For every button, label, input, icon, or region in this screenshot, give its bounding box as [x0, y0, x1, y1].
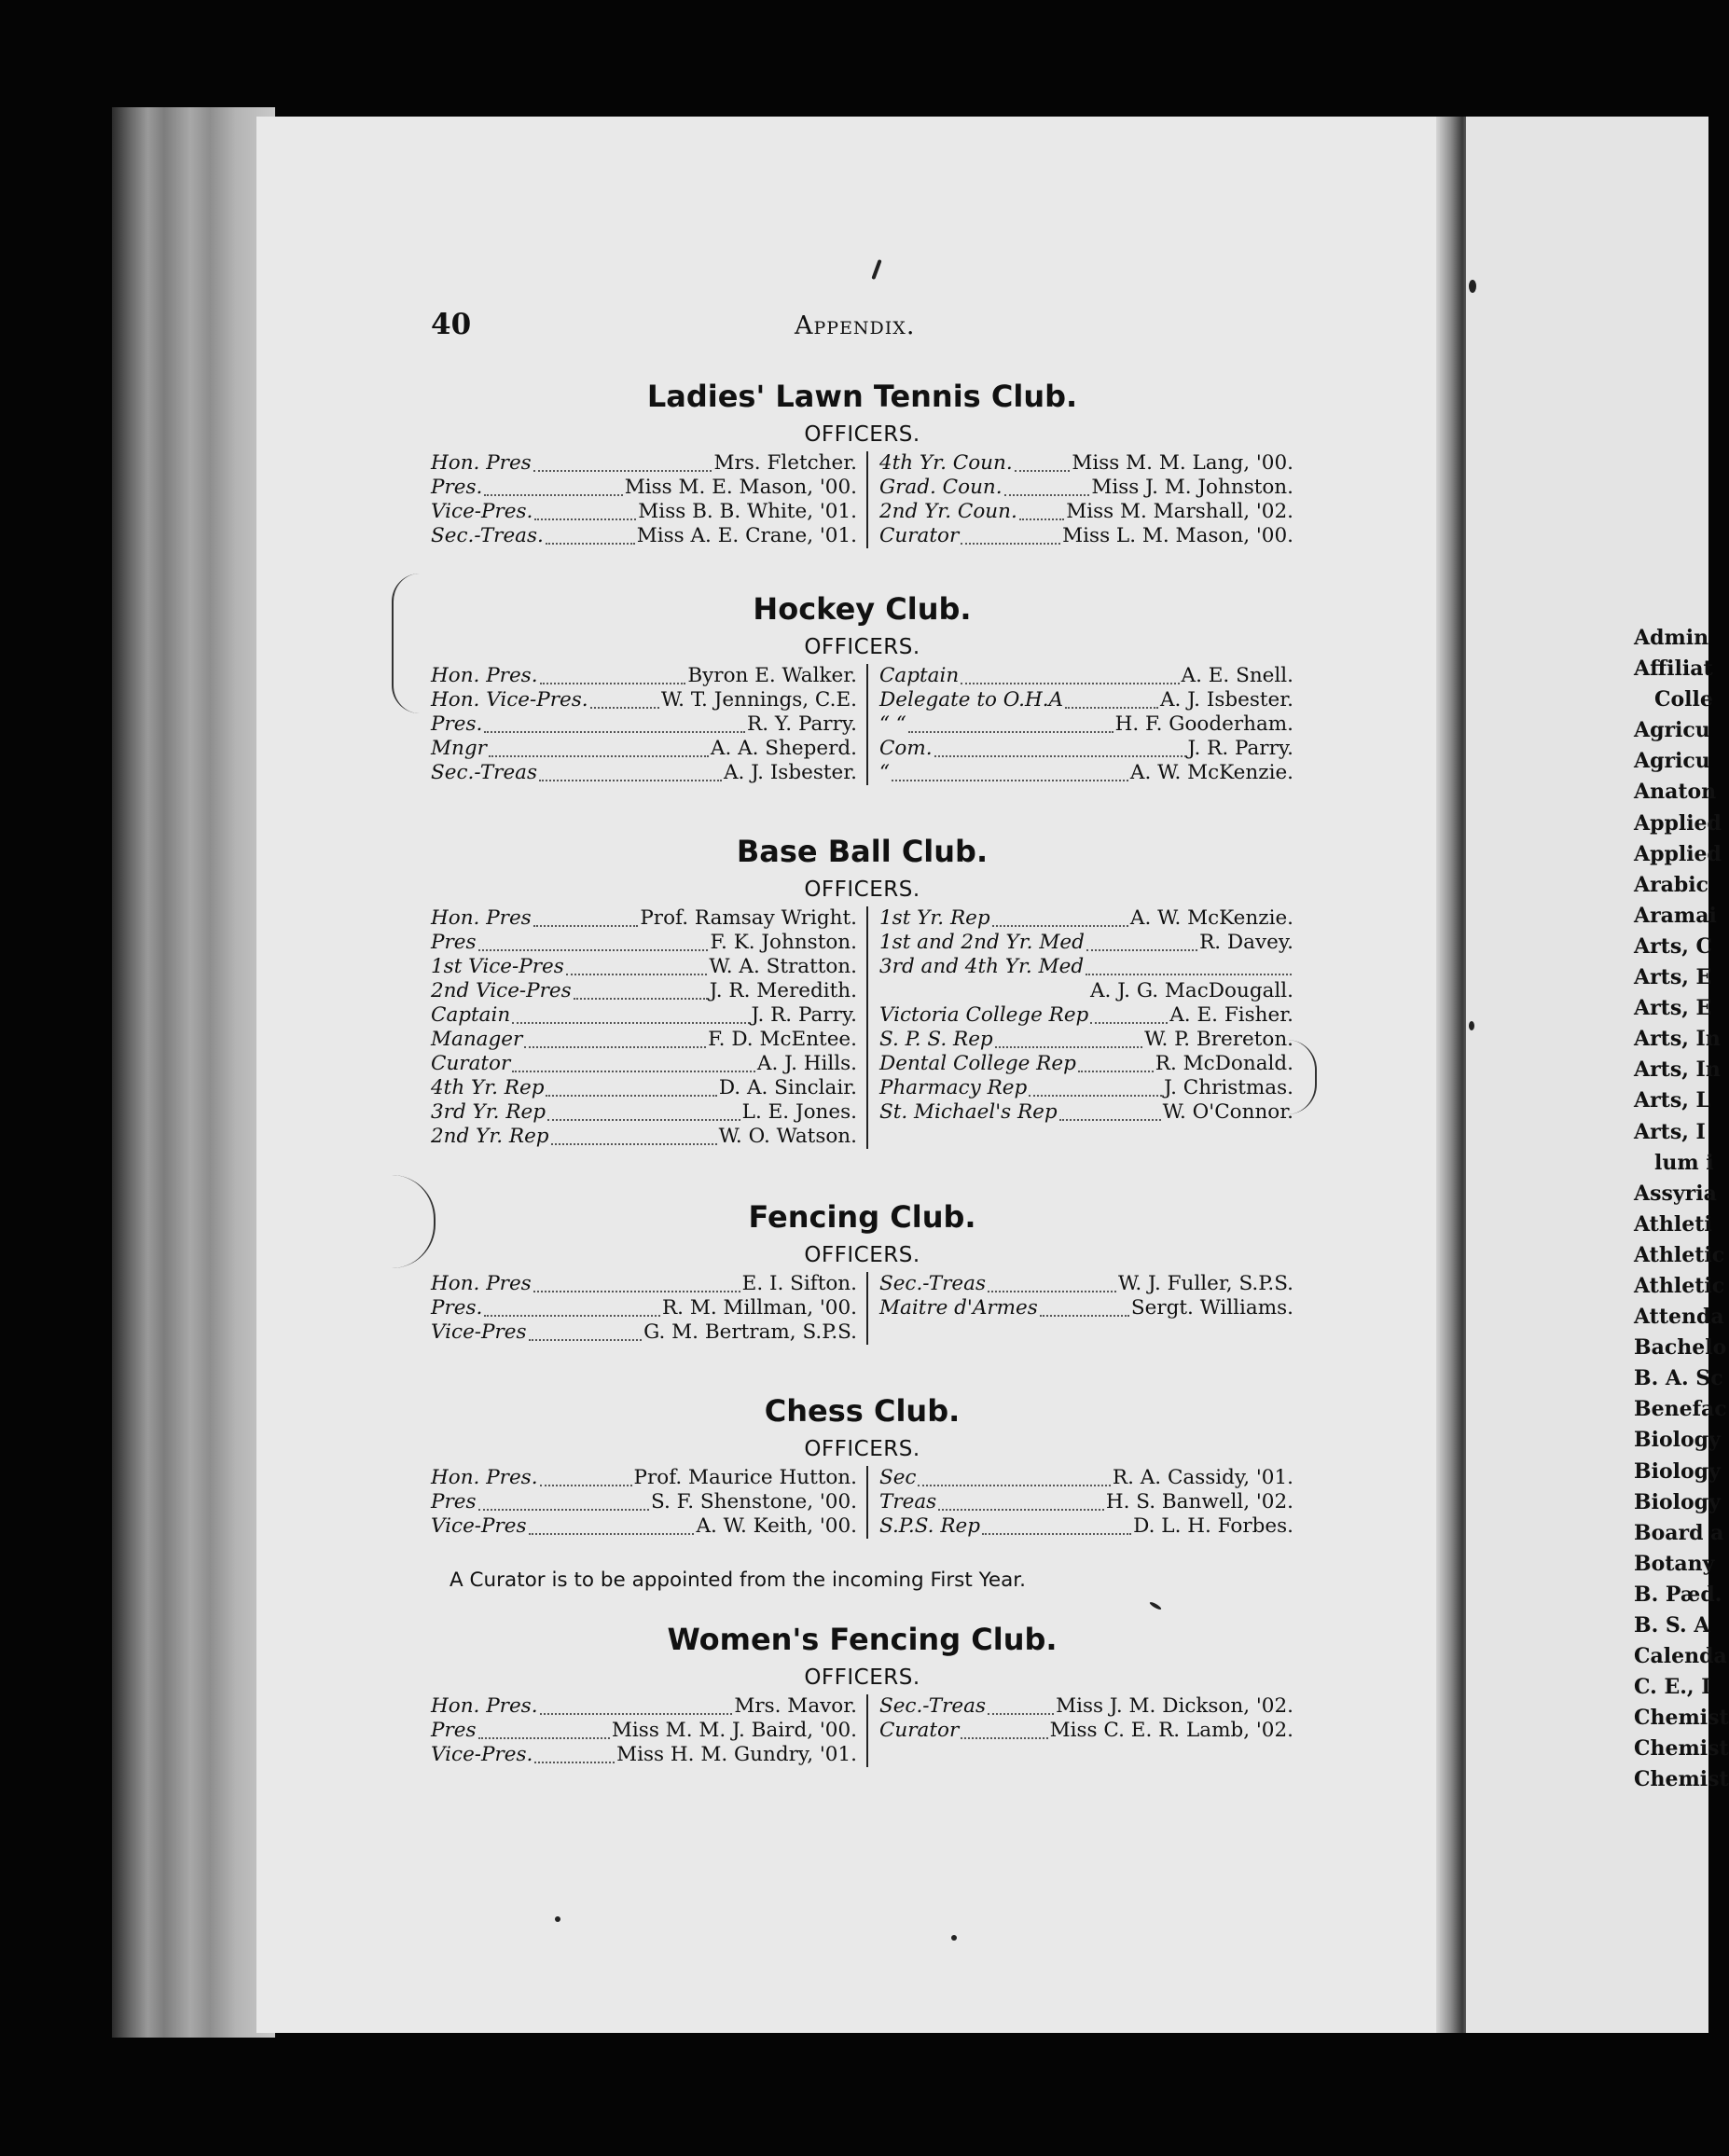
index-entry: Admin — [1634, 626, 1709, 650]
officer-role: Hon. Vice-Pres. — [431, 688, 588, 712]
officer-name: F. K. Johnston. — [710, 931, 857, 954]
officers-right-column — [868, 1272, 1293, 1345]
club-title: Women's Fencing Club. — [667, 1622, 1058, 1657]
officer-entry — [431, 1100, 857, 1125]
club-section — [431, 587, 1293, 785]
dot-leader — [1004, 479, 1090, 496]
officer-entry — [431, 1466, 857, 1490]
officer-name: A. W. Keith, '00. — [696, 1514, 857, 1538]
officer-entry — [879, 737, 1293, 761]
officer-entry — [431, 476, 857, 500]
officer-name: A. W. McKenzie. — [1129, 906, 1293, 930]
officer-entry — [431, 737, 857, 761]
dot-leader — [1086, 959, 1292, 975]
officer-entry — [879, 1028, 1293, 1052]
club-section — [431, 830, 1293, 1149]
officer-name: Miss L. M. Mason, '00. — [1062, 524, 1293, 547]
dot-leader — [478, 1494, 649, 1511]
officer-role: Com. — [878, 737, 933, 760]
chess-club-note: A Curator is to be appointed from the incoming First Year. — [450, 1569, 1026, 1592]
dot-leader — [1090, 1007, 1168, 1024]
officer-entry — [431, 688, 857, 712]
index-entry: Anaton — [1634, 780, 1717, 805]
officer-name: S. F. Shenstone, '00. — [651, 1490, 857, 1513]
dot-leader — [1086, 934, 1197, 951]
officer-entry — [431, 1003, 857, 1028]
index-entry: Applied — [1634, 810, 1722, 836]
ink-speck — [1469, 1021, 1474, 1030]
index-entry: Arts, I — [1634, 1119, 1706, 1144]
index-entry: Athletic — [1634, 1273, 1725, 1298]
officers-right-column — [868, 1466, 1293, 1539]
officer-entry — [879, 1003, 1293, 1028]
officers-columns — [431, 451, 1293, 548]
officer-entry — [879, 451, 1293, 476]
dot-leader — [529, 1324, 643, 1341]
club-section — [431, 1389, 1293, 1539]
officer-entry — [431, 1125, 857, 1149]
officer-name: G. M. Bertram, S.P.S. — [643, 1320, 857, 1344]
officer-role: Hon. Pres. — [431, 1466, 538, 1489]
officer-name: Mrs. Mavor. — [734, 1694, 857, 1718]
officer-entry — [431, 1719, 857, 1743]
officer-name: J. Christmas. — [1164, 1076, 1293, 1099]
officer-entry — [431, 761, 857, 785]
dot-leader — [995, 1031, 1142, 1048]
officer-name: Miss A. E. Crane, '01. — [636, 524, 857, 547]
officer-entry — [879, 712, 1293, 737]
dot-leader — [982, 1518, 1131, 1535]
officers-right-column — [868, 1694, 1293, 1767]
officer-role: Sec.-Treas — [878, 1272, 987, 1295]
officer-name: Miss M. Marshall, '02. — [1066, 500, 1293, 523]
officer-role: Mngr — [431, 737, 487, 760]
officers-heading: OFFICERS. — [804, 1437, 920, 1461]
index-entry: B. S. A — [1634, 1613, 1710, 1638]
officer-name: W. A. Stratton. — [709, 955, 857, 978]
officers-left-column — [431, 906, 868, 1149]
dot-leader — [551, 1128, 717, 1145]
officer-name: Miss H. M. Gundry, '01. — [616, 1743, 857, 1766]
dot-leader — [547, 1104, 740, 1121]
officer-name: A. E. Snell. — [1181, 664, 1293, 687]
officer-name: Miss M. M. Lang, '00. — [1072, 451, 1293, 475]
officer-entry — [431, 1743, 857, 1767]
officer-entry — [879, 1694, 1293, 1719]
officer-name: W. O. Watson. — [718, 1125, 857, 1148]
officer-name: Miss B. B. White, '01. — [638, 500, 857, 523]
ink-speck — [951, 1935, 957, 1941]
dot-leader — [938, 1494, 1104, 1511]
dot-leader — [533, 455, 712, 472]
running-head: Appendix. — [795, 311, 916, 340]
index-entry: Bachelo — [1634, 1335, 1727, 1361]
officer-entry — [879, 1272, 1293, 1296]
index-entry: C. E., I — [1634, 1675, 1711, 1700]
officer-role: Pres — [431, 1719, 477, 1742]
dot-leader — [484, 1300, 660, 1317]
officer-role: “ “ — [878, 712, 906, 736]
officer-entry — [431, 931, 857, 955]
officer-name: J. R. Meredith. — [709, 979, 857, 1002]
index-entry: Botany — [1634, 1551, 1715, 1576]
officer-role: Sec.-Treas — [878, 1694, 987, 1718]
officer-name: W. T. Jennings, C.E. — [660, 688, 857, 712]
facing-page-index — [1634, 623, 1729, 1796]
dot-leader — [529, 1518, 695, 1535]
officer-entry — [431, 500, 857, 524]
officer-name: A. A. Sheperd. — [710, 737, 857, 760]
officer-entry — [879, 1466, 1293, 1490]
index-entry: Assyria — [1634, 1181, 1717, 1206]
index-entry: Benefac — [1634, 1397, 1727, 1422]
officer-entry — [431, 955, 857, 979]
officer-role: Vice-Pres. — [431, 500, 533, 523]
dot-leader — [1029, 1080, 1162, 1097]
officer-role: Captain — [431, 1003, 511, 1027]
officers-heading: OFFICERS. — [804, 635, 920, 659]
dot-leader — [534, 504, 636, 520]
officer-role: Delegate to O.H.A — [878, 688, 1064, 712]
officer-name: Miss C. E. R. Lamb, '02. — [1049, 1719, 1293, 1742]
officer-role: S.P.S. Rep — [878, 1514, 981, 1538]
officer-role: 3rd Yr. Rep — [431, 1100, 546, 1124]
officer-name: H. F. Gooderham. — [1114, 712, 1293, 736]
officers-columns — [431, 906, 1293, 1149]
index-entry: Calenda — [1634, 1644, 1727, 1669]
index-entry: Agricu — [1634, 749, 1710, 774]
index-entry: Board a — [1634, 1520, 1724, 1545]
officer-role: Pres. — [431, 1296, 483, 1320]
officer-name: W. P. Brereton. — [1144, 1028, 1293, 1051]
index-entry: Biology — [1634, 1489, 1721, 1514]
ink-speck — [555, 1916, 560, 1922]
officer-entry — [431, 1514, 857, 1539]
officer-entry — [879, 688, 1293, 712]
officer-role: Curator — [878, 1719, 960, 1742]
officer-role: S. P. S. Rep — [878, 1028, 993, 1051]
officer-entry — [879, 761, 1293, 785]
officer-name: A. E. Fisher. — [1169, 1003, 1293, 1027]
index-entry: Chemist — [1634, 1767, 1729, 1792]
club-title: Hockey Club. — [753, 591, 972, 627]
officer-entry — [431, 524, 857, 548]
dot-leader — [992, 910, 1128, 927]
index-entry: B. A. Sc — [1634, 1366, 1723, 1391]
dot-leader — [484, 716, 745, 733]
officer-entry — [431, 712, 857, 737]
officer-name: R. Y. Parry. — [747, 712, 857, 736]
index-entry: Applied — [1634, 841, 1722, 866]
officer-name: A. J. Isbester. — [724, 761, 857, 784]
officers-right-column — [868, 451, 1293, 548]
dot-leader — [988, 1698, 1054, 1715]
officers-left-column — [431, 1466, 868, 1539]
officers-heading: OFFICERS. — [804, 1665, 920, 1690]
officers-heading: OFFICERS. — [804, 1243, 920, 1267]
officer-entry — [431, 1052, 857, 1076]
club-section — [431, 375, 1293, 548]
officer-entry — [879, 476, 1293, 500]
officer-role: Victoria College Rep — [878, 1003, 1089, 1027]
officer-entry — [879, 1076, 1293, 1100]
index-entry: Arts, In — [1634, 1057, 1721, 1083]
index-entry: Arts, C — [1634, 933, 1713, 959]
officer-name: L. E. Jones. — [741, 1100, 857, 1124]
officer-role: Pres. — [431, 476, 483, 499]
officer-entry — [879, 1719, 1293, 1743]
officer-name: A. J. Isbester. — [1160, 688, 1293, 712]
officer-entry — [431, 1694, 857, 1719]
officer-role: 2nd Vice-Pres — [431, 979, 572, 1002]
officer-role: 3rd and 4th Yr. Med — [878, 955, 1085, 978]
dot-leader — [512, 1007, 749, 1024]
officers-heading: OFFICERS. — [804, 422, 920, 447]
officer-entry — [879, 664, 1293, 688]
dot-leader — [540, 668, 686, 684]
officer-role: Sec.-Treas. — [431, 524, 544, 547]
index-entry: Arts, L — [1634, 1088, 1710, 1113]
dot-leader — [574, 983, 708, 1000]
club-title: Chess Club. — [764, 1393, 961, 1429]
officer-name: J. R. Parry. — [751, 1003, 857, 1027]
club-section — [431, 1618, 1293, 1767]
dot-leader — [1078, 1056, 1154, 1072]
officer-role: 4th Yr. Rep — [431, 1076, 545, 1099]
dot-leader — [1019, 504, 1064, 520]
officer-role: Curator — [878, 524, 960, 547]
officer-role: Pharmacy Rep — [878, 1076, 1028, 1099]
officer-role: Manager — [431, 1028, 523, 1051]
officer-role: 1st Vice-Pres — [431, 955, 564, 978]
officer-role: 2nd Yr. Coun. — [878, 500, 1017, 523]
index-entry: Athleti — [1634, 1211, 1712, 1237]
officer-role: Sec.-Treas — [431, 761, 538, 784]
dot-leader — [1065, 692, 1158, 709]
index-entry: B. Pæd. — [1634, 1582, 1722, 1607]
officers-left-column — [431, 1694, 868, 1767]
page-number: 40 — [431, 308, 472, 341]
dot-leader — [961, 668, 1179, 684]
officer-role: Vice-Pres. — [431, 1743, 533, 1766]
officer-name: D. L. H. Forbes. — [1133, 1514, 1293, 1538]
officer-name: Miss J. M. Johnston. — [1091, 476, 1293, 499]
officer-role: Captain — [878, 664, 960, 687]
officer-entry — [431, 1296, 857, 1320]
dot-leader — [546, 1080, 716, 1097]
dot-leader — [908, 716, 1113, 733]
index-entry: Agricu — [1634, 718, 1710, 743]
officer-name: Miss M. E. Mason, '00. — [624, 476, 857, 499]
dot-leader — [566, 959, 708, 975]
officer-role: Sec — [878, 1466, 917, 1489]
dot-leader — [539, 765, 722, 781]
officers-columns — [431, 664, 1293, 785]
officer-entry — [431, 1320, 857, 1345]
officer-role: 2nd Yr. Rep — [431, 1125, 549, 1148]
officer-role: Curator — [431, 1052, 511, 1075]
officer-name: A. J. Hills. — [756, 1052, 857, 1075]
officer-entry — [431, 664, 857, 688]
officer-role: Dental College Rep — [878, 1052, 1076, 1075]
officer-entry — [879, 906, 1293, 931]
officer-role: Vice-Pres — [431, 1320, 527, 1344]
ink-speck — [1469, 280, 1476, 293]
officer-entry — [879, 1514, 1293, 1539]
club-title: Base Ball Club. — [736, 834, 989, 869]
dot-leader — [934, 740, 1186, 757]
officer-name: Sergt. Williams. — [1130, 1296, 1293, 1320]
officer-role: “ — [878, 761, 890, 784]
dot-leader — [1059, 1104, 1161, 1121]
officer-name: R. Davey. — [1199, 931, 1293, 954]
index-entry: Affiliat — [1634, 656, 1713, 682]
index-entry: Colle — [1654, 687, 1713, 712]
dot-leader — [524, 1031, 706, 1048]
dot-leader — [484, 479, 622, 496]
officer-role: Treas — [878, 1490, 937, 1513]
club-title: Fencing Club. — [748, 1199, 976, 1235]
officer-role: Grad. Coun. — [878, 476, 1003, 499]
officer-role: St. Michael's Rep — [878, 1100, 1058, 1124]
officer-name: F. D. McEntee. — [708, 1028, 857, 1051]
officer-name: E. I. Sifton. — [741, 1272, 857, 1295]
officer-name: W. J. Fuller, S.P.S. — [1118, 1272, 1293, 1295]
officers-left-column — [431, 1272, 868, 1345]
officers-columns — [431, 1694, 1293, 1767]
club-title: Ladies' Lawn Tennis Club. — [646, 379, 1078, 414]
officer-role: Pres — [431, 1490, 477, 1513]
dot-leader — [961, 1722, 1047, 1739]
index-entry: Athletic — [1634, 1242, 1725, 1267]
dot-leader — [534, 1747, 615, 1763]
dot-leader — [478, 1722, 610, 1739]
officer-name: D. A. Sinclair. — [718, 1076, 857, 1099]
officer-name: R. M. Millman, '00. — [661, 1296, 857, 1320]
club-section — [431, 1195, 1293, 1345]
officer-role: Hon. Pres — [431, 906, 532, 930]
officer-entry — [879, 979, 1293, 1003]
index-entry: Biology — [1634, 1428, 1721, 1453]
dot-leader — [1015, 455, 1071, 472]
officer-entry — [879, 1052, 1293, 1076]
index-entry: Chemist — [1634, 1736, 1729, 1762]
dot-leader — [540, 1470, 632, 1486]
officer-name: Mrs. Fletcher. — [713, 451, 857, 475]
officer-name: Miss J. M. Dickson, '02. — [1056, 1694, 1293, 1718]
dot-leader — [961, 528, 1060, 545]
index-entry: Chemist — [1634, 1706, 1729, 1731]
officer-name: H. S. Banwell, '02. — [1105, 1490, 1293, 1513]
dot-leader — [478, 934, 709, 951]
book-edge — [112, 107, 275, 2038]
pen-bracket — [392, 574, 420, 713]
dot-leader — [918, 1470, 1110, 1486]
officers-columns — [431, 1466, 1293, 1539]
officer-entry — [879, 524, 1293, 548]
dot-leader — [892, 765, 1128, 781]
dot-leader — [489, 740, 709, 757]
officer-name: A. J. G. MacDougall. — [1090, 979, 1293, 1002]
officer-entry — [431, 1272, 857, 1296]
dot-leader — [590, 692, 659, 709]
officer-entry — [431, 1076, 857, 1100]
officer-entry — [879, 1296, 1293, 1320]
index-entry: Biology — [1634, 1458, 1721, 1484]
officers-right-column — [868, 906, 1293, 1149]
officer-entry — [431, 906, 857, 931]
index-entry: Arts, In — [1634, 1027, 1721, 1052]
officer-name: A. W. McKenzie. — [1129, 761, 1293, 784]
officers-columns — [431, 1272, 1293, 1345]
dot-leader — [546, 528, 635, 545]
officer-name: W. O'Connor. — [1162, 1100, 1293, 1124]
index-entry: Attenda — [1634, 1305, 1724, 1330]
officers-right-column — [868, 664, 1293, 785]
officer-role: Hon. Pres. — [431, 1694, 538, 1718]
officer-role: Maitre d'Armes — [878, 1296, 1038, 1320]
page-header — [431, 308, 1363, 354]
officer-role: Hon. Pres — [431, 1272, 532, 1295]
dot-leader — [988, 1276, 1116, 1292]
officer-name: R. A. Cassidy, '01. — [1112, 1466, 1293, 1489]
dot-leader — [1040, 1300, 1129, 1317]
officer-name: Byron E. Walker. — [687, 664, 857, 687]
dot-leader — [533, 1276, 740, 1292]
officer-entry — [879, 1490, 1293, 1514]
officer-entry — [431, 1028, 857, 1052]
officer-role: Hon. Pres. — [431, 664, 538, 687]
officer-role: Pres — [431, 931, 477, 954]
officers-heading: OFFICERS. — [804, 878, 920, 902]
officer-entry — [431, 451, 857, 476]
officer-role: Hon. Pres — [431, 451, 532, 475]
officer-entry — [879, 1100, 1293, 1125]
officer-entry — [879, 931, 1293, 955]
officer-role: Pres. — [431, 712, 483, 736]
index-entry: Arabic — [1634, 872, 1709, 897]
officer-role: Vice-Pres — [431, 1514, 527, 1538]
officer-name: Miss M. M. J. Baird, '00. — [611, 1719, 857, 1742]
officer-role: 1st and 2nd Yr. Med — [878, 931, 1085, 954]
dot-leader — [512, 1056, 755, 1072]
officer-role: 1st Yr. Rep — [878, 906, 990, 930]
officer-role: 4th Yr. Coun. — [878, 451, 1013, 475]
officers-left-column — [431, 451, 868, 548]
officer-name: Prof. Maurice Hutton. — [633, 1466, 857, 1489]
officer-name: Prof. Ramsay Wright. — [640, 906, 857, 930]
index-entry: lum i — [1654, 1150, 1714, 1175]
officer-entry — [879, 955, 1293, 979]
dot-leader — [533, 910, 639, 927]
officer-entry — [879, 500, 1293, 524]
dot-leader — [540, 1698, 733, 1715]
officer-entry — [431, 1490, 857, 1514]
officers-left-column — [431, 664, 868, 785]
officer-name: J. R. Parry. — [1187, 737, 1293, 760]
officer-name: R. McDonald. — [1155, 1052, 1293, 1075]
index-entry: Aramai — [1634, 903, 1717, 928]
index-entry: Arts, E — [1634, 996, 1712, 1021]
officer-entry — [431, 979, 857, 1003]
index-entry: Arts, E — [1634, 965, 1712, 990]
